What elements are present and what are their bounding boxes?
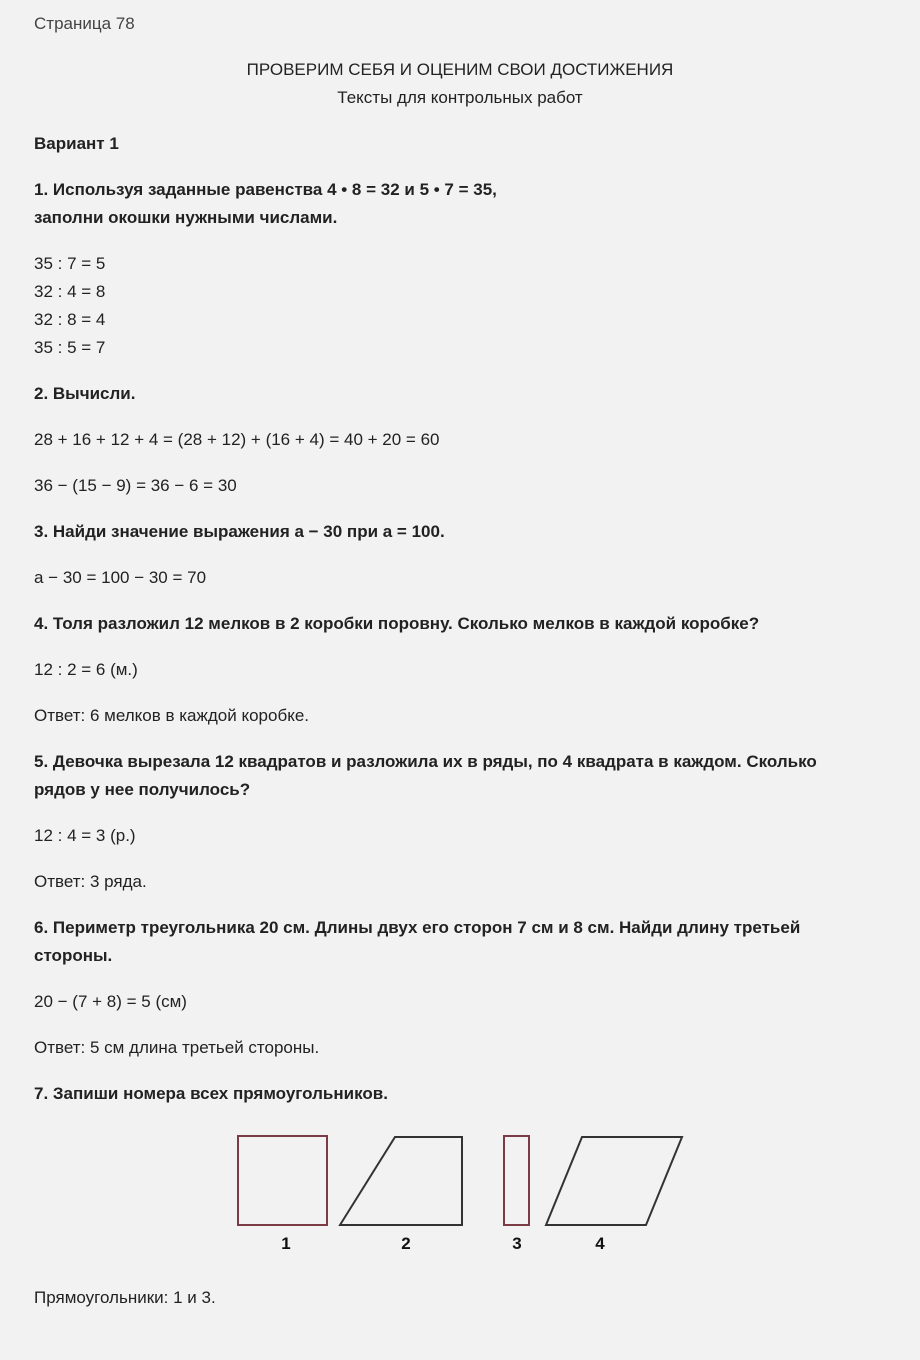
task-6-question-line-2: стороны. — [34, 946, 113, 965]
variant-title: Вариант 1 — [34, 134, 119, 153]
shapes-figure — [0, 1125, 920, 1265]
shape-1-label: 1 — [281, 1234, 291, 1253]
task-4-solution: 12 : 2 = 6 (м.) — [34, 660, 138, 679]
shape-2-trapezoid — [340, 1137, 462, 1225]
task-1-question-line-1: 1. Используя заданные равенства 4 • 8 = 32 и 5 • 7 = 35, — [34, 180, 497, 199]
task-5-question-line-2: рядов у нее получилось? — [34, 780, 251, 799]
task-1-answer-3: 32 : 8 = 4 — [34, 310, 106, 329]
task-5-answer: Ответ: 3 ряда. — [34, 872, 147, 891]
task-1-answer-4: 35 : 5 = 7 — [34, 338, 106, 357]
task-6-question-line-1: 6. Периметр треугольника 20 см. Длины двух его сторон 7 см и 8 см. Найди длину третьей — [34, 918, 801, 937]
task-1-answer-2: 32 : 4 = 8 — [34, 282, 106, 301]
shape-2-label: 2 — [401, 1234, 411, 1253]
task-4-question: 4. Толя разложил 12 мелков в 2 коробки поровну. Сколько мелков в каждой коробке? — [34, 614, 760, 633]
task-2-answer-1: 28 + 16 + 12 + 4 = (28 + 12) + (16 + 4) = 40 + 20 = 60 — [34, 430, 440, 449]
task-2-question: 2. Вычисли. — [34, 384, 136, 403]
shape-4-label: 4 — [595, 1234, 605, 1253]
task-7-question: 7. Запиши номера всех прямоугольников. — [34, 1084, 388, 1103]
shape-4-parallelogram — [546, 1137, 682, 1225]
task-6-answer: Ответ: 5 см длина третьей стороны. — [34, 1038, 320, 1057]
task-3-question: 3. Найди значение выражения a − 30 при a = 100. — [34, 522, 445, 541]
shape-3-rectangle — [504, 1136, 529, 1225]
task-7-answer: Прямоугольники: 1 и 3. — [34, 1288, 216, 1307]
task-4-answer: Ответ: 6 мелков в каждой коробке. — [34, 706, 310, 725]
page-subheading: Тексты для контрольных работ — [337, 88, 583, 107]
task-1-answer-1: 35 : 7 = 5 — [34, 254, 106, 273]
page-label: Страница 78 — [34, 14, 135, 33]
shape-3-label: 3 — [512, 1234, 522, 1253]
task-3-answer: a − 30 = 100 − 30 = 70 — [34, 568, 207, 587]
task-6-solution: 20 − (7 + 8) = 5 (см) — [34, 992, 187, 1011]
task-5-solution: 12 : 4 = 3 (р.) — [34, 826, 136, 845]
task-5-question-line-1: 5. Девочка вырезала 12 квадратов и разложила их в ряды, по 4 квадрата в каждом. Сколько — [34, 752, 817, 771]
shape-1-square — [238, 1136, 327, 1225]
page-heading: ПРОВЕРИМ СЕБЯ И ОЦЕНИМ СВОИ ДОСТИЖЕНИЯ — [246, 60, 674, 79]
task-1-question-line-2: заполни окошки нужными числами. — [34, 208, 338, 227]
task-2-answer-2: 36 − (15 − 9) = 36 − 6 = 30 — [34, 476, 237, 495]
